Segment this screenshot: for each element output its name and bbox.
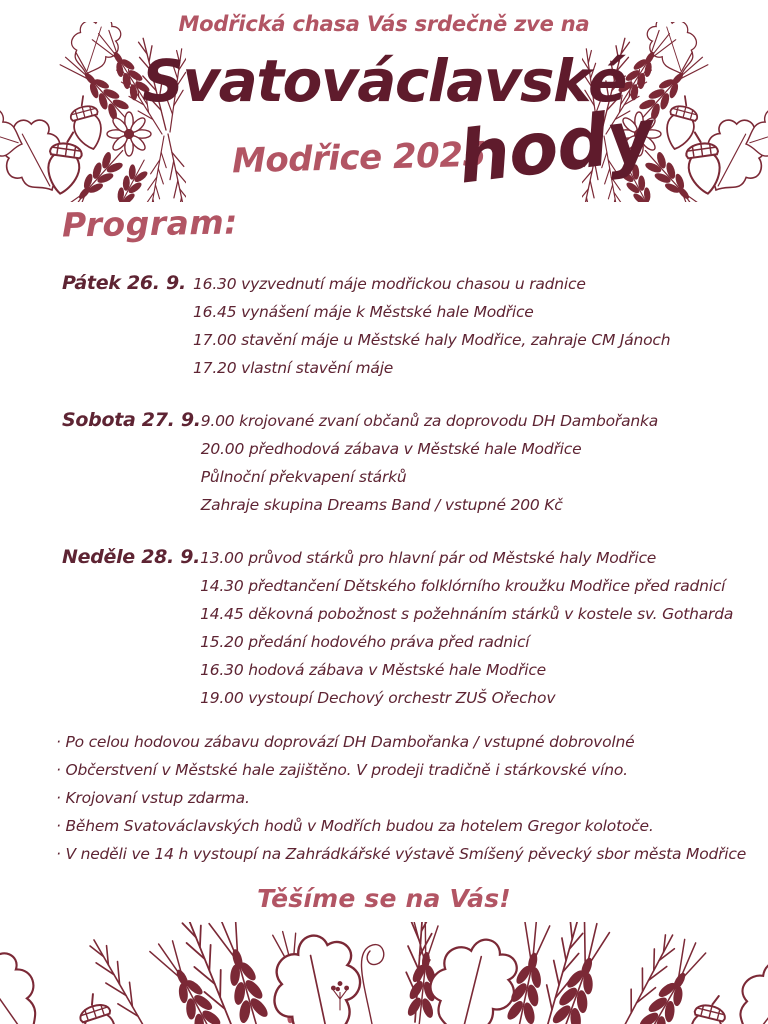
program-schedule	[62, 270, 760, 737]
schedule-item: Zahraje skupina Dreams Band / vstupné 200 Kč	[200, 496, 563, 514]
notes-list	[56, 728, 764, 868]
poster-title: Svatováclavské	[142, 47, 626, 115]
note-item: · Občerstvení v Městské hale zajištěno. V prodeji tradičně i stárkovské víno.	[56, 761, 628, 779]
schedule-section	[62, 270, 760, 382]
schedule-item: 16.30 vyzvednutí máje modřickou chasou u radnice	[193, 275, 586, 293]
program-heading: Program:	[61, 202, 239, 245]
invite-line: Modřická chasa Vás srdečně zve na	[178, 12, 590, 36]
swirl-icon	[361, 945, 383, 1024]
closing-line: Těšíme se na Vás!	[257, 884, 511, 913]
wheat-border	[0, 922, 768, 1024]
schedule-item: 19.00 vystoupí Dechový orchestr ZUŠ Ořechov	[200, 689, 556, 707]
schedule-item: 16.30 hodová zábava v Městské hale Modřice	[200, 661, 547, 679]
schedule-section	[62, 407, 760, 519]
poster-subtitle: Modřice 2025	[231, 134, 487, 182]
note-item: · Po celou hodovou zábavu doprovází DH Dambořanka / vstupné dobrovolné	[56, 733, 635, 751]
schedule-section	[62, 544, 760, 712]
schedule-items	[201, 407, 760, 519]
schedule-item: 15.20 předání hodového práva před radnicí	[200, 633, 530, 651]
schedule-day: Neděle 28. 9.	[62, 546, 201, 568]
schedule-item: Půlnoční překvapení stárků	[200, 468, 407, 486]
schedule-item: 17.00 stavění máje u Městské haly Modřice, zahraje CM Jánoch	[193, 331, 671, 349]
schedule-items	[200, 544, 760, 712]
bottom-ornament	[0, 922, 768, 1024]
note-item: · V neděli ve 14 h vystoupí na Zahrádkářské výstavě Smíšený pěvecký sbor města Modřice	[56, 845, 747, 863]
note-item: · Krojovaní vstup zdarma.	[56, 789, 250, 807]
schedule-item: 20.00 předhodová zábava v Městské hale Modřice	[200, 440, 582, 458]
schedule-items	[193, 270, 760, 382]
schedule-day: Pátek 26. 9.	[62, 272, 186, 294]
poster-title-tail: hody	[453, 92, 658, 200]
schedule-item: 14.45 děkovná pobožnost s požehnáním stárků v kostele sv. Gotharda	[200, 605, 734, 623]
schedule-item: 14.30 předtančení Dětského folklórního kroužku Modřice před radnicí	[200, 577, 726, 595]
schedule-item: 16.45 vynášení máje k Městské hale Modřice	[193, 303, 534, 321]
schedule-item: 13.00 průvod stárků pro hlavní pár od Městské haly Modřice	[200, 549, 657, 567]
schedule-day: Sobota 27. 9.	[62, 409, 201, 431]
schedule-item: 17.20 vlastní stavění máje	[193, 359, 394, 377]
note-item: · Během Svatováclavských hodů v Modřích budou za hotelem Gregor kolotoče.	[56, 817, 654, 835]
schedule-item: 9.00 krojované zvaní občanů za doprovodu DH Dambořanka	[200, 412, 659, 430]
